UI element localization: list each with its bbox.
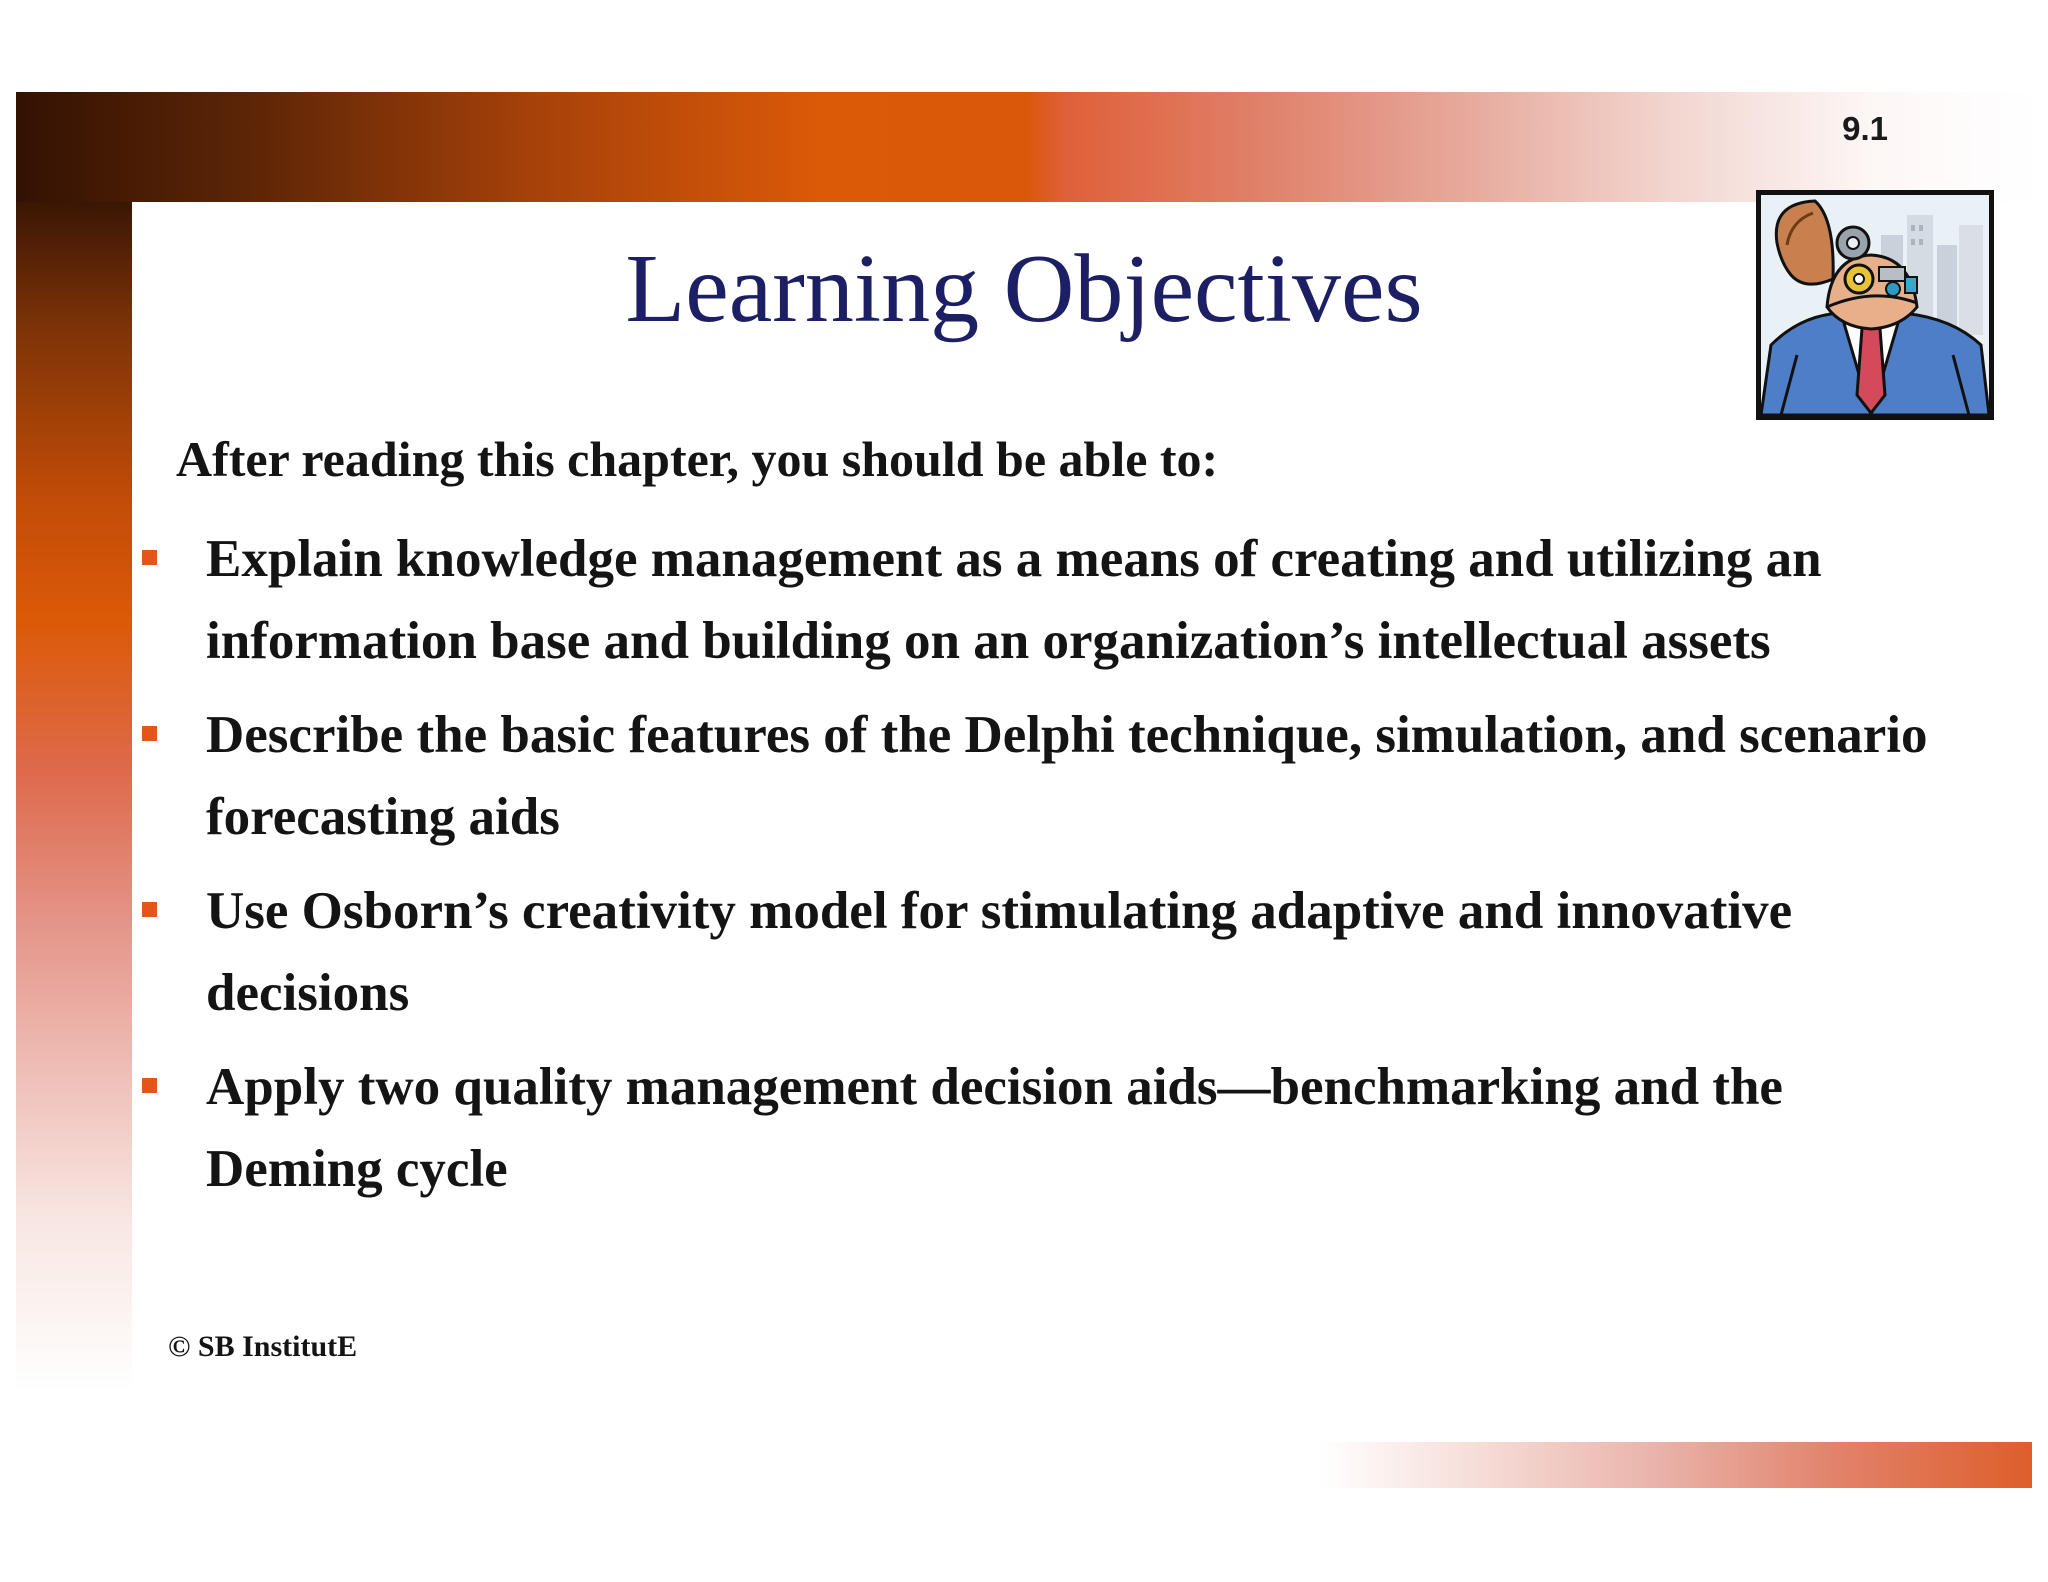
square-bullet-icon — [142, 902, 157, 917]
objective-item — [132, 694, 1932, 858]
left-decorative-band — [16, 202, 132, 1442]
objective-item — [132, 1046, 1932, 1210]
objective-text: Apply two quality management decision aids—benchmarking and the Deming cycle — [206, 1058, 1783, 1198]
slide-title: Learning Objectives — [625, 235, 1423, 343]
objective-text: Explain knowledge management as a means of creating and utilizing an information base and building on an organization’s intellectual assets — [206, 530, 1822, 670]
slide-number: 9.1 — [1842, 110, 1888, 147]
copyright-notice: © SB InstitutE — [168, 1330, 358, 1363]
objective-item — [132, 870, 1932, 1034]
objective-text: Use Osborn’s creativity model for stimulating adaptive and innovative decisions — [206, 882, 1793, 1022]
objective-item — [132, 518, 1932, 682]
objectives-list — [132, 518, 1932, 1222]
objective-text: Describe the basic features of the Delphi technique, simulation, and scenario forecasting aids — [206, 706, 1928, 846]
square-bullet-icon — [142, 550, 157, 565]
intro-text: After reading this chapter, you should be able to: — [176, 431, 1219, 487]
square-bullet-icon — [142, 1078, 157, 1093]
top-decorative-band — [16, 92, 2036, 202]
square-bullet-icon — [142, 726, 157, 741]
